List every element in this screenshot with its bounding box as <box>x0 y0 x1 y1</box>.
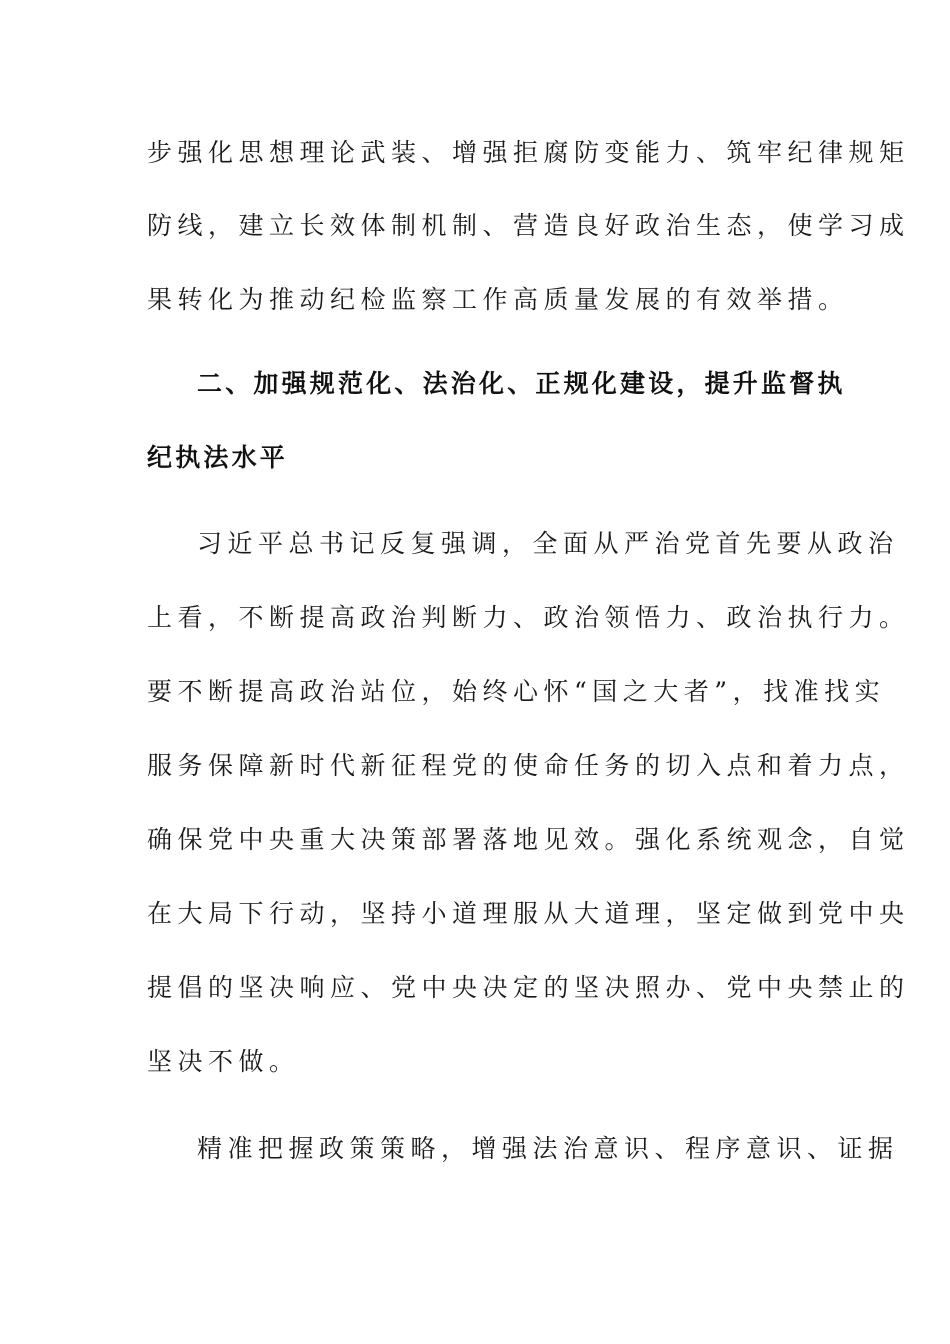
text-line: 上看，不断提高政治判断力、政治领悟力、政治执行力。 <box>147 603 910 632</box>
text-line: 确保党中央重大决策部署落地见效。强化系统观念，自觉 <box>147 825 910 854</box>
text-line: 防线，建立长效体制机制、营造良好政治生态，使学习成 <box>147 211 910 240</box>
heading-line: 纪执法水平 <box>147 443 289 472</box>
heading-line: 二、加强规范化、法治化、正规化建设，提升监督执 <box>197 369 846 398</box>
text-line: 步强化思想理论武装、增强拒腐防变能力、筑牢纪律规矩 <box>147 138 910 167</box>
text-line: 服务保障新时代新征程党的使命任务的切入点和着力点， <box>147 751 910 780</box>
text-line: 在大局下行动，坚持小道理服从大道理，坚定做到党中央 <box>147 899 910 928</box>
text-line: 提倡的坚决响应、党中央决定的坚决照办、党中央禁止的 <box>147 973 910 1002</box>
text-line: 果转化为推动纪检监察工作高质量发展的有效举措。 <box>147 285 849 314</box>
text-line: 习近平总书记反复强调，全面从严治党首先要从政治 <box>197 529 899 558</box>
text-line: 要不断提高政治站位，始终心怀“国之大者”，找准找实 <box>147 677 886 706</box>
text-line: 坚决不做。 <box>147 1047 300 1076</box>
text-line: 精准把握政策策略，增强法治意识、程序意识、证据 <box>197 1134 899 1163</box>
